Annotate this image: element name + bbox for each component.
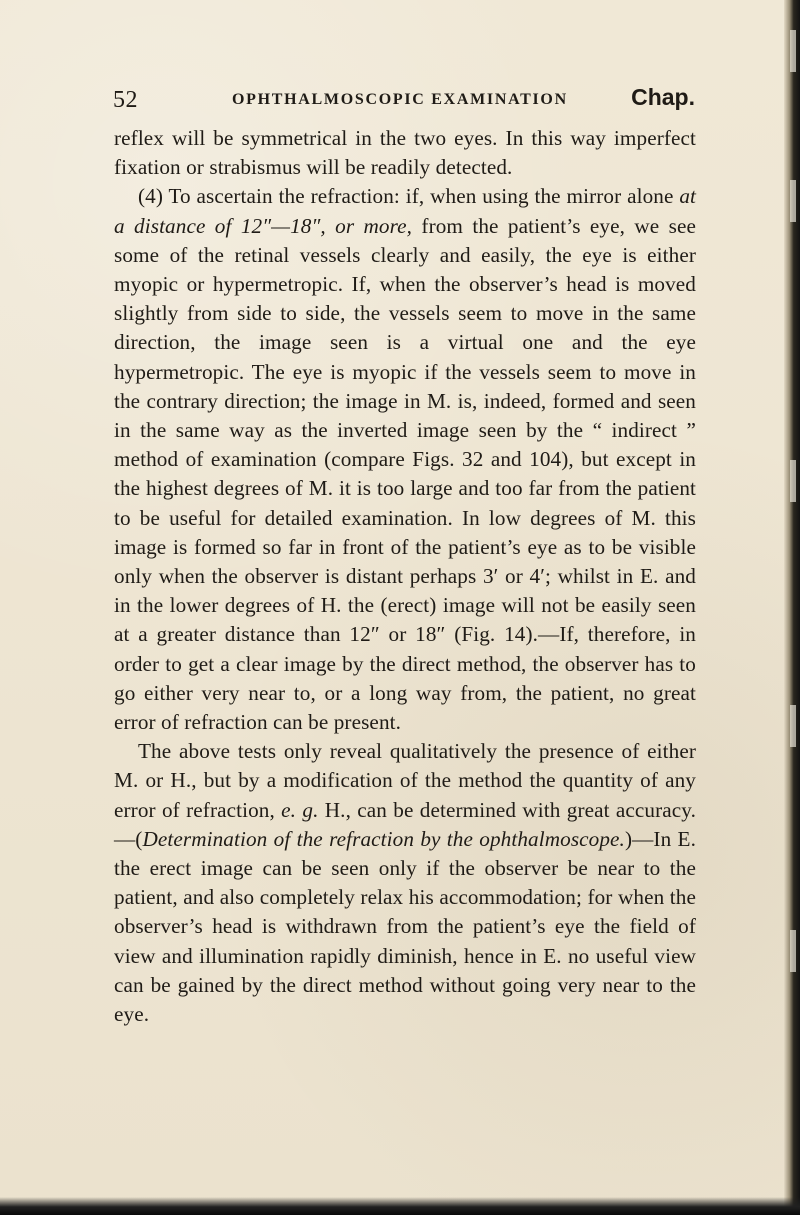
page-header [113,84,695,118]
paragraph-2-italic-distance: at a distance of 12″—18″, or more, [114,184,696,238]
paragraph-2 [114,182,696,737]
page-number: 52 [113,87,138,113]
edge-fleck-3 [790,460,796,502]
edge-fleck-4 [790,705,796,747]
paragraph-3-text-end: )—In E. the erect image can be seen only if the observer be near to the patient, and also completely relax his accommodation; for when the observer’s head is withdrawn from the patient’s eye the field of view and illumination rapidly diminish, hence in E. no useful view can be gained by the direct method without going very near to the eye. [114,826,696,1027]
edge-fleck-1 [790,30,796,72]
paragraph-3-text-start: The above tests only reveal qualitatively the presence of either M. or H., but by a modification of the method the quantity of any error of refraction, [114,739,696,822]
edge-fleck-5 [790,930,796,972]
paragraph-1-text: reflex will be symmetrical in the two eyes. In this way imperfect fixation or strabismus will be readily detected. [114,126,696,180]
chapter-label: Chap. [631,84,695,110]
body-text [114,124,696,1029]
paragraph-2-text-start: (4) To ascertain the refraction: if, when using the mirror alone [138,184,680,209]
paragraph-3-italic-example: e. g. [281,797,319,822]
paragraph-2-text-end: from the patient’s eye, we see some of the retinal vessels clearly and easily, the eye is either myopic or hypermetropic. If, when the observer’s head is moved slightly from side to side, the vessels seem to move in the same direction, the image seen is a virtual one and the eye hypermetropic. The eye is myopic if the vessels seem to move in the contrary direction; the image in M. is, indeed, formed and seen in the same way as the inverted image seen by the “ indirect ” method of examination (compare Figs. 32 and 104), but except in the highest degrees of M. it is too large and too far from the patient to be useful for detailed examination. In low degrees of M. this image is formed so far in front of the patient’s eye as to be visible only when the observer is distant perhaps 3′ or 4′; whilst in E. and in the lower degrees of H. the (erect) image will not be easily seen at a greater distance than 12″ or 18″ (Fig. 14).—If, therefore, in order to get a clear image by the direct method, the observer has to go either very near to, or a long way from, the patient, no great error of refraction can be present. [114,213,696,735]
paragraph-1 [114,124,696,182]
page-bottom-edge [0,1197,800,1215]
paragraph-3-text-middle: H., can be determined with great accuracy.—( [114,797,696,851]
paragraph-3-italic-title: Determination of the refraction by the ophthalmoscope. [142,826,625,851]
page-right-edge [784,0,800,1215]
running-head: OPHTHALMOSCOPIC EXAMINATION [232,91,568,108]
paragraph-3 [114,737,696,1029]
edge-fleck-2 [790,180,796,222]
